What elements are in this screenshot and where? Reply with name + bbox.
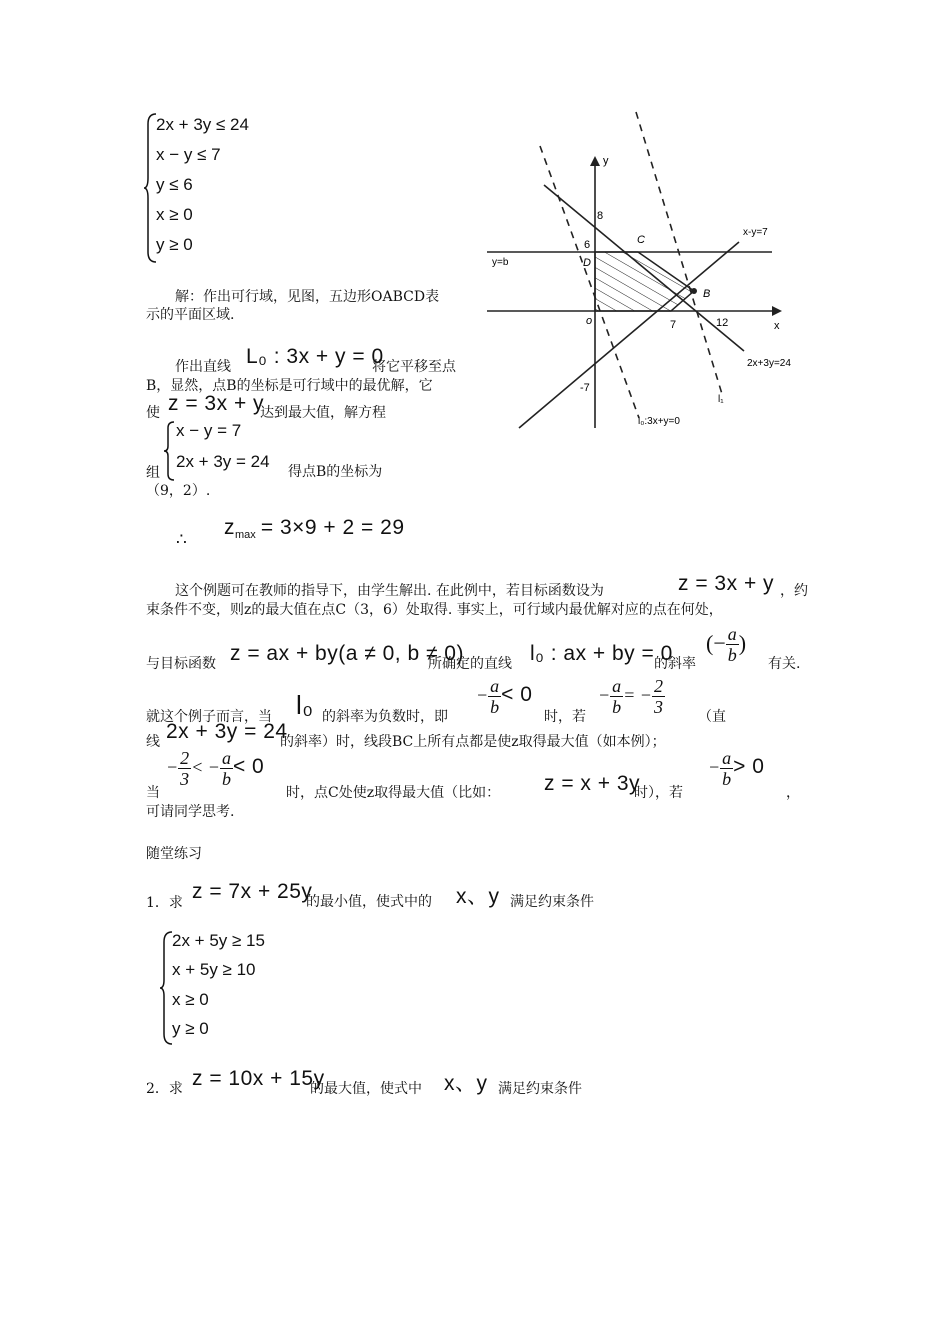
label-l1: l₁ <box>718 394 724 405</box>
constraint-line: x − y ≤ 7 <box>156 145 221 164</box>
exercise-text: 满足约束条件 <box>510 894 594 910</box>
label-2x-3y-24: 2x+3y=24 <box>747 358 791 369</box>
constraint-line: 2x + 5y ≥ 15 <box>172 931 265 950</box>
label-o: o <box>586 315 593 327</box>
constraint-line: x ≥ 0 <box>172 990 209 1009</box>
label-7: 7 <box>670 319 677 331</box>
label-b: B <box>703 288 711 300</box>
example-equation: z = x + 3y <box>544 772 641 795</box>
discussion-text: ，约 <box>780 583 808 599</box>
discussion-text: 时，点C处使z取得最大值（比如： <box>286 785 501 801</box>
exercise-text: 的最小值，使式中的 <box>306 894 432 910</box>
line-l1 <box>636 112 722 394</box>
constraint-line: 2x + 3y ≤ 24 <box>156 115 249 134</box>
discussion-line: 可请同学思考. <box>146 804 235 820</box>
discussion-text: 的斜率为负数时，即 <box>322 709 448 725</box>
exercise-text: 2．求 <box>146 1081 183 1097</box>
equation-line: 2x + 3y = 24 <box>176 452 270 471</box>
point-b <box>691 288 697 294</box>
label-y-equals-b: y=b <box>492 257 509 268</box>
positive-slope-inequality: − $\frac{a}{b}$ > 0 <box>708 748 765 789</box>
label-x: x <box>774 320 780 332</box>
label-8: 8 <box>597 210 604 222</box>
therefore-symbol: ∴ <box>176 530 187 550</box>
negative-slope-inequality: − $\frac{a}{b}$ < 0 <box>476 676 533 717</box>
exercise-text: 的最大值，使式中 <box>310 1081 422 1097</box>
y-axis-arrow <box>590 156 600 166</box>
feasible-region-figure <box>484 110 806 430</box>
section-heading: 随堂练习 <box>146 846 202 862</box>
solution-text: 使 <box>146 405 160 421</box>
label-l0: l₀:3x+y=0 <box>638 416 680 427</box>
constraint-line: y ≥ 0 <box>156 235 193 254</box>
discussion-text: 当 <box>146 785 160 801</box>
solution-text: 组 <box>146 465 160 481</box>
objective-general-equation: z = ax + by(a ≠ 0, b ≠ 0) <box>230 642 464 665</box>
discussion-line: 的斜率）时，线段BC上所有点都是使z取得最大值（如本例）； <box>280 734 666 750</box>
solution-line: 解：作出可行域，见图，五边形OABCD表 <box>175 289 440 305</box>
solution-line: 示的平面区域. <box>146 307 235 323</box>
discussion-text: 时，若 <box>544 709 586 725</box>
feasible-region <box>595 252 694 311</box>
line-2x-3y-24-equation: 2x + 3y = 24 <box>166 720 288 743</box>
objective-equation: z = 3x + y <box>678 572 775 595</box>
objective-equation: z = 3x + y <box>168 392 265 415</box>
exercise-text: 1．求 <box>146 895 183 911</box>
solution-text: 将它平移至点 <box>372 359 456 375</box>
label-minus-7: -7 <box>580 382 590 394</box>
discussion-text: ， <box>786 785 800 801</box>
discussion-text: 这个例题可在教师的指导下，由学生解出. 在此例中，若目标函数设为 <box>175 583 604 599</box>
label-d: D <box>583 257 591 269</box>
label-y: y <box>603 155 609 167</box>
exercise-variables: x、y <box>456 885 500 908</box>
x-axis-arrow <box>772 306 782 316</box>
discussion-line: 束条件不变，则z的最大值在点C（3，6）处取得. 事实上，可行域内最优解对应的点在何处， <box>146 602 723 618</box>
discussion-text: 就这个例子而言，当 <box>146 709 272 725</box>
discussion-text: （直 <box>698 709 726 725</box>
solution-text: （9，2）. <box>146 483 211 499</box>
exercise-text: 满足约束条件 <box>498 1081 582 1097</box>
label-6: 6 <box>584 239 591 251</box>
label-c: C <box>637 234 645 246</box>
discussion-text: 时），若 <box>634 785 683 801</box>
discussion-text: 与目标函数 <box>146 656 216 672</box>
discussion-text: 有关. <box>768 656 801 672</box>
constraint-line: x ≥ 0 <box>156 205 193 224</box>
constraint-line: y ≤ 6 <box>156 175 193 194</box>
equation-line: x − y = 7 <box>176 421 242 440</box>
zmax-equation: $z_{max} = 3\times 9 + 2 = 29$ <box>224 516 405 542</box>
exercise-objective: z = 10x + 15y <box>192 1067 325 1090</box>
left-brace <box>164 420 176 482</box>
exercise-objective: z = 7x + 25y <box>192 880 313 903</box>
slope-equality: − $\frac{a}{b}$ = − $\frac{2}{3}$ <box>598 676 663 717</box>
label-12: 12 <box>716 317 729 329</box>
constraint-line: x + 5y ≥ 10 <box>172 960 256 979</box>
discussion-text: 线 <box>146 734 160 750</box>
line-l0-equation: L₀ : 3x + y = 0 <box>246 345 384 368</box>
solution-text: 作出直线 <box>175 359 231 375</box>
discussion-text: 的斜率 <box>654 656 696 672</box>
line-l0-general-equation: l₀ : ax + by = 0 <box>530 642 673 665</box>
label-x-minus-y-7: x-y=7 <box>743 227 768 238</box>
line-2x-3y-24 <box>544 185 744 351</box>
discussion-text: 所确定的直线 <box>428 656 512 672</box>
l0-symbol: l₀ <box>296 690 314 720</box>
exercise-variables: x、y <box>444 1072 488 1095</box>
slope-expression: (− $\frac{a}{b}$ ) <box>706 624 747 665</box>
slope-range-inequality: − $\frac{2}{3}$ < − $\frac{a}{b}$ < 0 <box>166 748 265 789</box>
solution-text: 达到最大值，解方程 <box>260 405 386 421</box>
solution-text: 得点B的坐标为 <box>288 464 383 480</box>
constraint-line: y ≥ 0 <box>172 1019 209 1038</box>
solution-line: B，显然，点B的坐标是可行域中的最优解，它 <box>146 378 433 394</box>
